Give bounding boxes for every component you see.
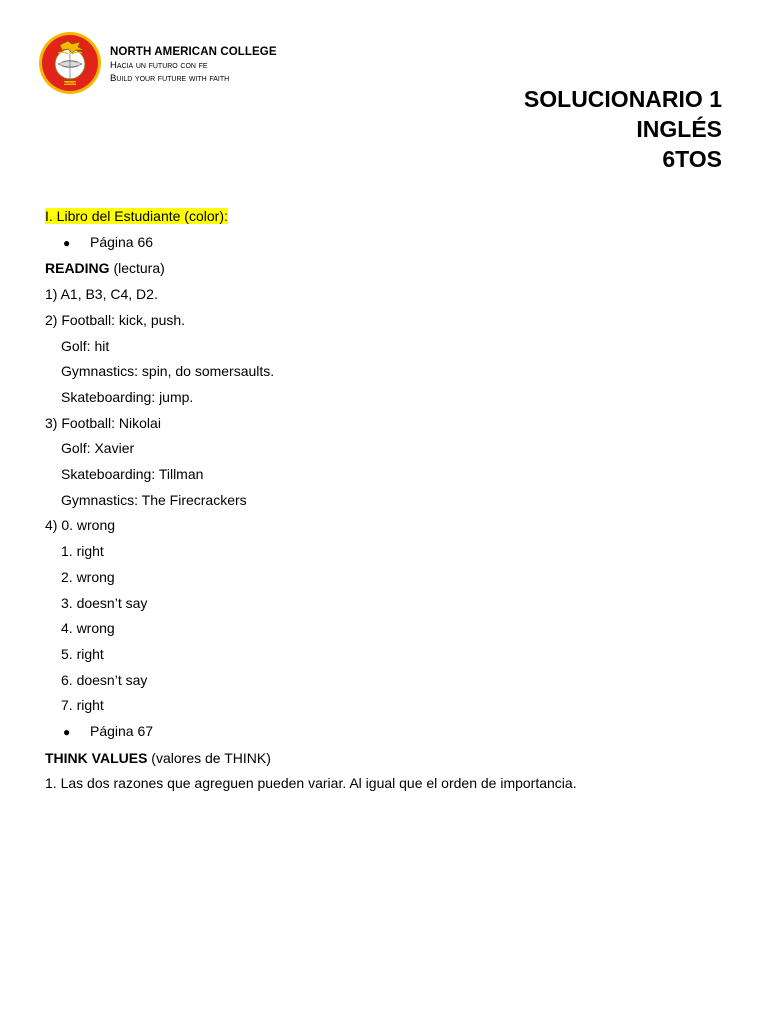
think-values-subtitle: (valores de THINK) <box>147 749 271 766</box>
college-logo <box>38 31 102 95</box>
answer-1: 1) A1, B3, C4, D2. <box>45 286 158 303</box>
answer-3-gymnastics: Gymnastics: The Firecrackers <box>61 491 247 508</box>
document-title <box>524 84 722 174</box>
answer-2-golf: Golf: hit <box>61 337 110 354</box>
title-line-1: SOLUCIONARIO 1 <box>523 86 722 112</box>
answer-3-skateboarding: Skateboarding: Tillman <box>61 466 204 483</box>
answer-4-item: 4. wrong <box>61 620 115 637</box>
logo-text: NACSCH <box>63 81 77 86</box>
answer-4-item: 3. doesn’t say <box>61 594 148 611</box>
answer-4: 4) 0. wrong <box>45 517 116 534</box>
answer-4-item: 5. right <box>61 645 104 662</box>
answer-2-gymnastics: Gymnastics: spin, do somersaults. <box>61 363 275 380</box>
page-66-label: Página 66 <box>90 233 154 250</box>
answer-4-item: 2. wrong <box>61 568 115 585</box>
college-crest-icon <box>38 31 102 95</box>
answer-2-skateboarding: Skateboarding: jump. <box>61 388 194 405</box>
answer-4-item: 7. right <box>61 697 104 714</box>
college-name: NORTH AMERICAN COLLEGE <box>110 46 277 58</box>
reading-heading <box>45 256 577 282</box>
answer-4-item: 1. right <box>61 543 104 560</box>
think-values-bold: THINK VALUES <box>45 749 148 766</box>
answer-3-golf: Golf: Xavier <box>61 440 135 457</box>
bullet-page-67 <box>45 719 577 746</box>
answer-4-item: 6. doesn’t say <box>61 671 148 688</box>
bullet-icon: ● <box>63 725 71 740</box>
bullet-page-66 <box>45 230 577 257</box>
motto-spanish: Hacia un futuro con fe <box>110 60 208 71</box>
section-heading: I. Libro del Estudiante (color): <box>45 208 228 224</box>
answer-3: 3) Football: Nikolai <box>45 414 161 431</box>
think-answer-1: 1. Las dos razones que agreguen pueden variar. Al igual que el orden de importancia. <box>45 775 577 792</box>
document-body <box>45 204 577 797</box>
title-line-3: 6TOS <box>662 146 722 172</box>
page-67-label: Página 67 <box>90 723 154 740</box>
motto-english: Build your future with faith <box>110 73 230 84</box>
reading-bold: READING <box>45 260 110 277</box>
answer-2: 2) Football: kick, push. <box>45 311 186 328</box>
reading-subtitle: (lectura) <box>109 260 165 277</box>
think-values-heading <box>45 746 577 772</box>
college-header <box>110 46 277 85</box>
bullet-icon: ● <box>63 235 71 250</box>
title-line-2: INGLÉS <box>636 116 722 142</box>
